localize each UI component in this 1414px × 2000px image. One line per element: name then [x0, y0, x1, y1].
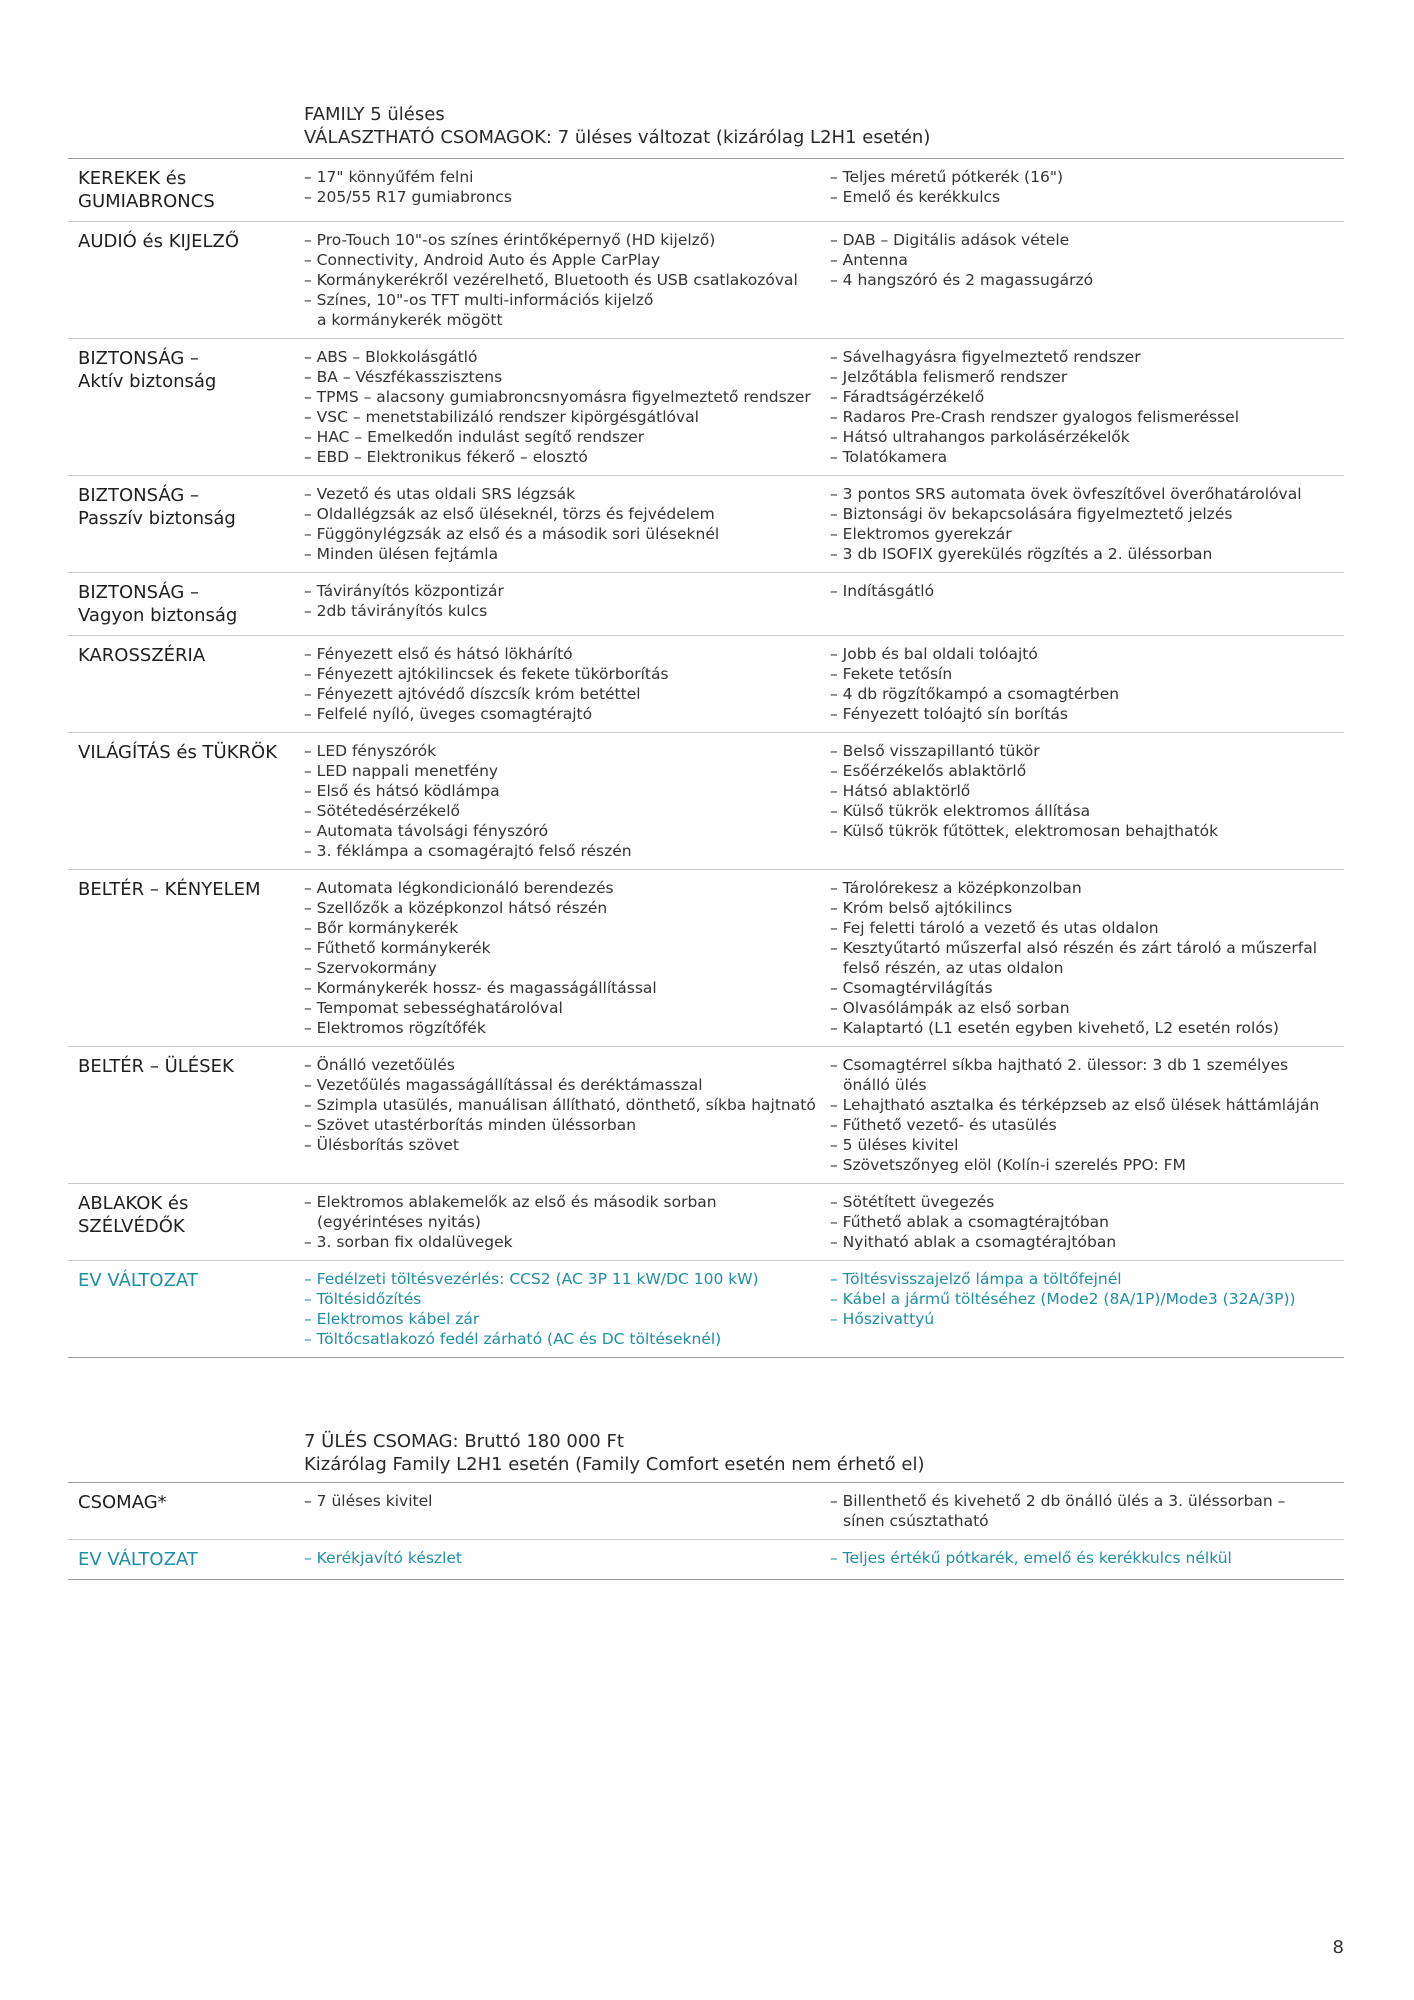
row-label: AUDIÓ és KIJELZŐ: [78, 231, 240, 252]
feature-list-left: – Távirányítós központizár – 2db távirányítós kulcs: [304, 582, 504, 620]
spec-table-family: [68, 158, 1344, 1358]
table-row: [68, 636, 1344, 733]
feature-list-left: – Fényezett első és hátsó lökhárító – Fényezett ajtókilincsek és fekete tükörborítás – Fényezett ajtóvédő díszcsík króm betéttel – Felfelé nyíló, üveges csomagtérajtó: [304, 645, 669, 723]
table-row: [68, 1184, 1344, 1261]
row-label: CSOMAG*: [78, 1492, 167, 1513]
table-row: [68, 1047, 1344, 1184]
feature-list-right: – Tárolórekesz a középkonzolban – Króm belső ajtókilincs – Fej feletti tároló a vezető és utas oldalon – Kesztyűtartó műszerfal alsó részén és zárt tároló a műszerfal felső részén, az utas oldalon – Csomagtérvilágítás – Olvasólámpák az első sorban – Kalaptartó (L1 esetén egyben kivehető, L2 esetén rolós): [830, 879, 1318, 1037]
row-label: BIZTONSÁG – Passzív biztonság: [78, 485, 236, 529]
row-label: KAROSSZÉRIA: [78, 645, 206, 666]
feature-list-left: – Vezető és utas oldali SRS légzsák – Oldallégzsák az első üléseknél, törzs és fejvédelem – Függönylégzsák az első és a második sori üléseknél – Minden ülésen fejtámla: [304, 485, 720, 563]
section-header-7-seat: [304, 1430, 924, 1476]
package-title: 7 ÜLÉS CSOMAG: Bruttó 180 000 Ft: [304, 1431, 624, 1452]
row-label: BIZTONSÁG – Vagyon biztonság: [78, 582, 238, 626]
row-label: BELTÉR – KÉNYELEM: [78, 879, 261, 900]
section-header-family: [304, 103, 930, 149]
feature-list-left: – LED fényszórók – LED nappali menetfény – Első és hátsó ködlámpa – Sötétedésérzékelő – Automata távolsági fényszóró – 3. féklámpa a csomagérajtó felső részén: [304, 742, 632, 860]
table-row: [68, 159, 1344, 222]
header-title: FAMILY 5 üléses: [304, 104, 445, 125]
row-label-ev: EV VÁLTOZAT: [78, 1270, 198, 1291]
feature-list-right: – Jobb és bal oldali tolóajtó – Fekete tetősín – 4 db rögzítőkampó a csomagtérben – Fényezett tolóajtó sín borítás: [830, 645, 1120, 723]
table-row: [68, 733, 1344, 870]
row-label: ABLAKOK és SZÉLVÉDŐK: [78, 1193, 189, 1237]
feature-list-right: – Teljes méretű pótkerék (16") – Emelő és kerékkulcs: [830, 168, 1064, 206]
feature-list-left: – ABS – Blokkolásgátló – BA – Vészfékasszisztens – TPMS – alacsony gumiabroncsnyomásra figyelmeztető rendszer – VSC – menetstabilizáló rendszer kipörgésgátlóval – HAC – Emelkedőn indulást segítő rendszer – EBD – Elektronikus fékerő – elosztó: [304, 348, 811, 466]
table-row: [68, 573, 1344, 636]
table-row: [68, 870, 1344, 1047]
feature-list-right: – Belső visszapillantó tükör – Esőérzékelős ablaktörlő – Hátsó ablaktörlő – Külső tükrök elektromos állítása – Külső tükrök fűtöttek, elektromosan behajthatók: [830, 742, 1219, 840]
row-label: BELTÉR – ÜLÉSEK: [78, 1056, 234, 1077]
spec-table-7-seat: [68, 1482, 1344, 1580]
feature-list-left: – Kerékjavító készlet: [304, 1549, 463, 1567]
feature-list-right: – DAB – Digitális adások vétele – Antenna – 4 hangszóró és 2 magassugárzó: [830, 231, 1094, 289]
feature-list-right: – Töltésvisszajelző lámpa a töltőfejnél – Kábel a jármű töltéséhez (Mode2 (8A/1P)/Mode3 (32A/3P)) – Hőszivattyú: [830, 1270, 1296, 1328]
feature-list-left: – 17" könnyűfém felni – 205/55 R17 gumiabroncs: [304, 168, 512, 206]
feature-list-right: – 3 pontos SRS automata övek övfeszítővel överőhatárolóval – Biztonsági öv bekapcsolására figyelmeztető jelzés – Elektromos gyerekzár – 3 db ISOFIX gyerekülés rögzítés a 2. üléssorban: [830, 485, 1302, 563]
package-subtitle: Kizárólag Family L2H1 esetén (Family Comfort esetén nem érhető el): [304, 1454, 925, 1475]
feature-list-left: – Pro-Touch 10"-os színes érintőképernyő (HD kijelző) – Connectivity, Android Auto és Apple CarPlay – Kormánykerékről vezérelhető, Bluetooth és USB csatlakozóval – Színes, 10"-os TFT multi-információs kijelző a kormánykerék mögött: [304, 231, 798, 329]
feature-list-right: – Csomagtérrel síkba hajtható 2. ülessor: 3 db 1 személyes önálló ülés – Lehajtható asztalka és térképzseb az első ülések háttámláján – Fűthető vezető- és utasülés – 5 üléses kivitel – Szövetszőnyeg elöl (Kolín-i szerelés PPO: FM: [830, 1056, 1320, 1174]
feature-list-right: – Billenthető és kivehető 2 db önálló ülés a 3. üléssorban – sínen csúsztatható: [830, 1492, 1286, 1530]
feature-list-left: – 7 üléses kivitel: [304, 1492, 433, 1510]
header-subtitle: VÁLASZTHATÓ CSOMAGOK: 7 üléses változat (kizárólag L2H1 esetén): [304, 127, 931, 148]
feature-list-left: – Önálló vezetőülés – Vezetőülés magasságállítással és deréktámasszal – Szimpla utasülés, manuálisan állítható, dönthető, síkba hajtnató – Szövet utastérborítás minden üléssorban – Ülésborítás szövet: [304, 1056, 816, 1154]
feature-list-right: – Indításgátló: [830, 582, 935, 600]
table-row: [68, 222, 1344, 339]
feature-list-left: – Fedélzeti töltésvezérlés: CCS2 (AC 3P 11 kW/DC 100 kW) – Töltésidőzítés – Elektromos kábel zár – Töltőcsatlakozó fedél zárható (AC és DC töltéseknél): [304, 1270, 759, 1348]
feature-list-right: – Sávelhagyásra figyelmeztető rendszer – Jelzőtábla felismerő rendszer – Fáradtságérzékelő – Radaros Pre-Crash rendszer gyalogos felismeréssel – Hátsó ultrahangos parkolásérzékelők – Tolatókamera: [830, 348, 1239, 466]
row-label-ev: EV VÁLTOZAT: [78, 1549, 198, 1570]
table-row: [68, 339, 1344, 476]
feature-list-left: – Elektromos ablakemelők az első és második sorban (egyérintéses nyitás) – 3. sorban fix oldalüvegek: [304, 1193, 717, 1251]
feature-list-right: – Teljes értékű pótkarék, emelő és kerékkulcs nélkül: [830, 1549, 1232, 1567]
table-row: [68, 1483, 1344, 1540]
table-row-ev: [68, 1261, 1344, 1358]
page-number: 8: [1332, 1937, 1344, 1958]
row-label: KEREKEK és GUMIABRONCS: [78, 168, 215, 212]
table-row-ev: [68, 1540, 1344, 1580]
feature-list-right: – Sötétített üvegezés – Fűthető ablak a csomagtérajtóban – Nyitható ablak a csomagtérajtóban: [830, 1193, 1117, 1251]
table-row: [68, 476, 1344, 573]
row-label: VILÁGÍTÁS és TÜKRÖK: [78, 742, 278, 763]
feature-list-left: – Automata légkondicionáló berendezés – Szellőzők a középkonzol hátsó részén – Bőr kormánykerék – Fűthető kormánykerék – Szervokormány – Kormánykerék hossz- és magasságállítással – Tempomat sebességhatárolóval – Elektromos rögzítőfék: [304, 879, 657, 1037]
row-label: BIZTONSÁG – Aktív biztonság: [78, 348, 217, 392]
